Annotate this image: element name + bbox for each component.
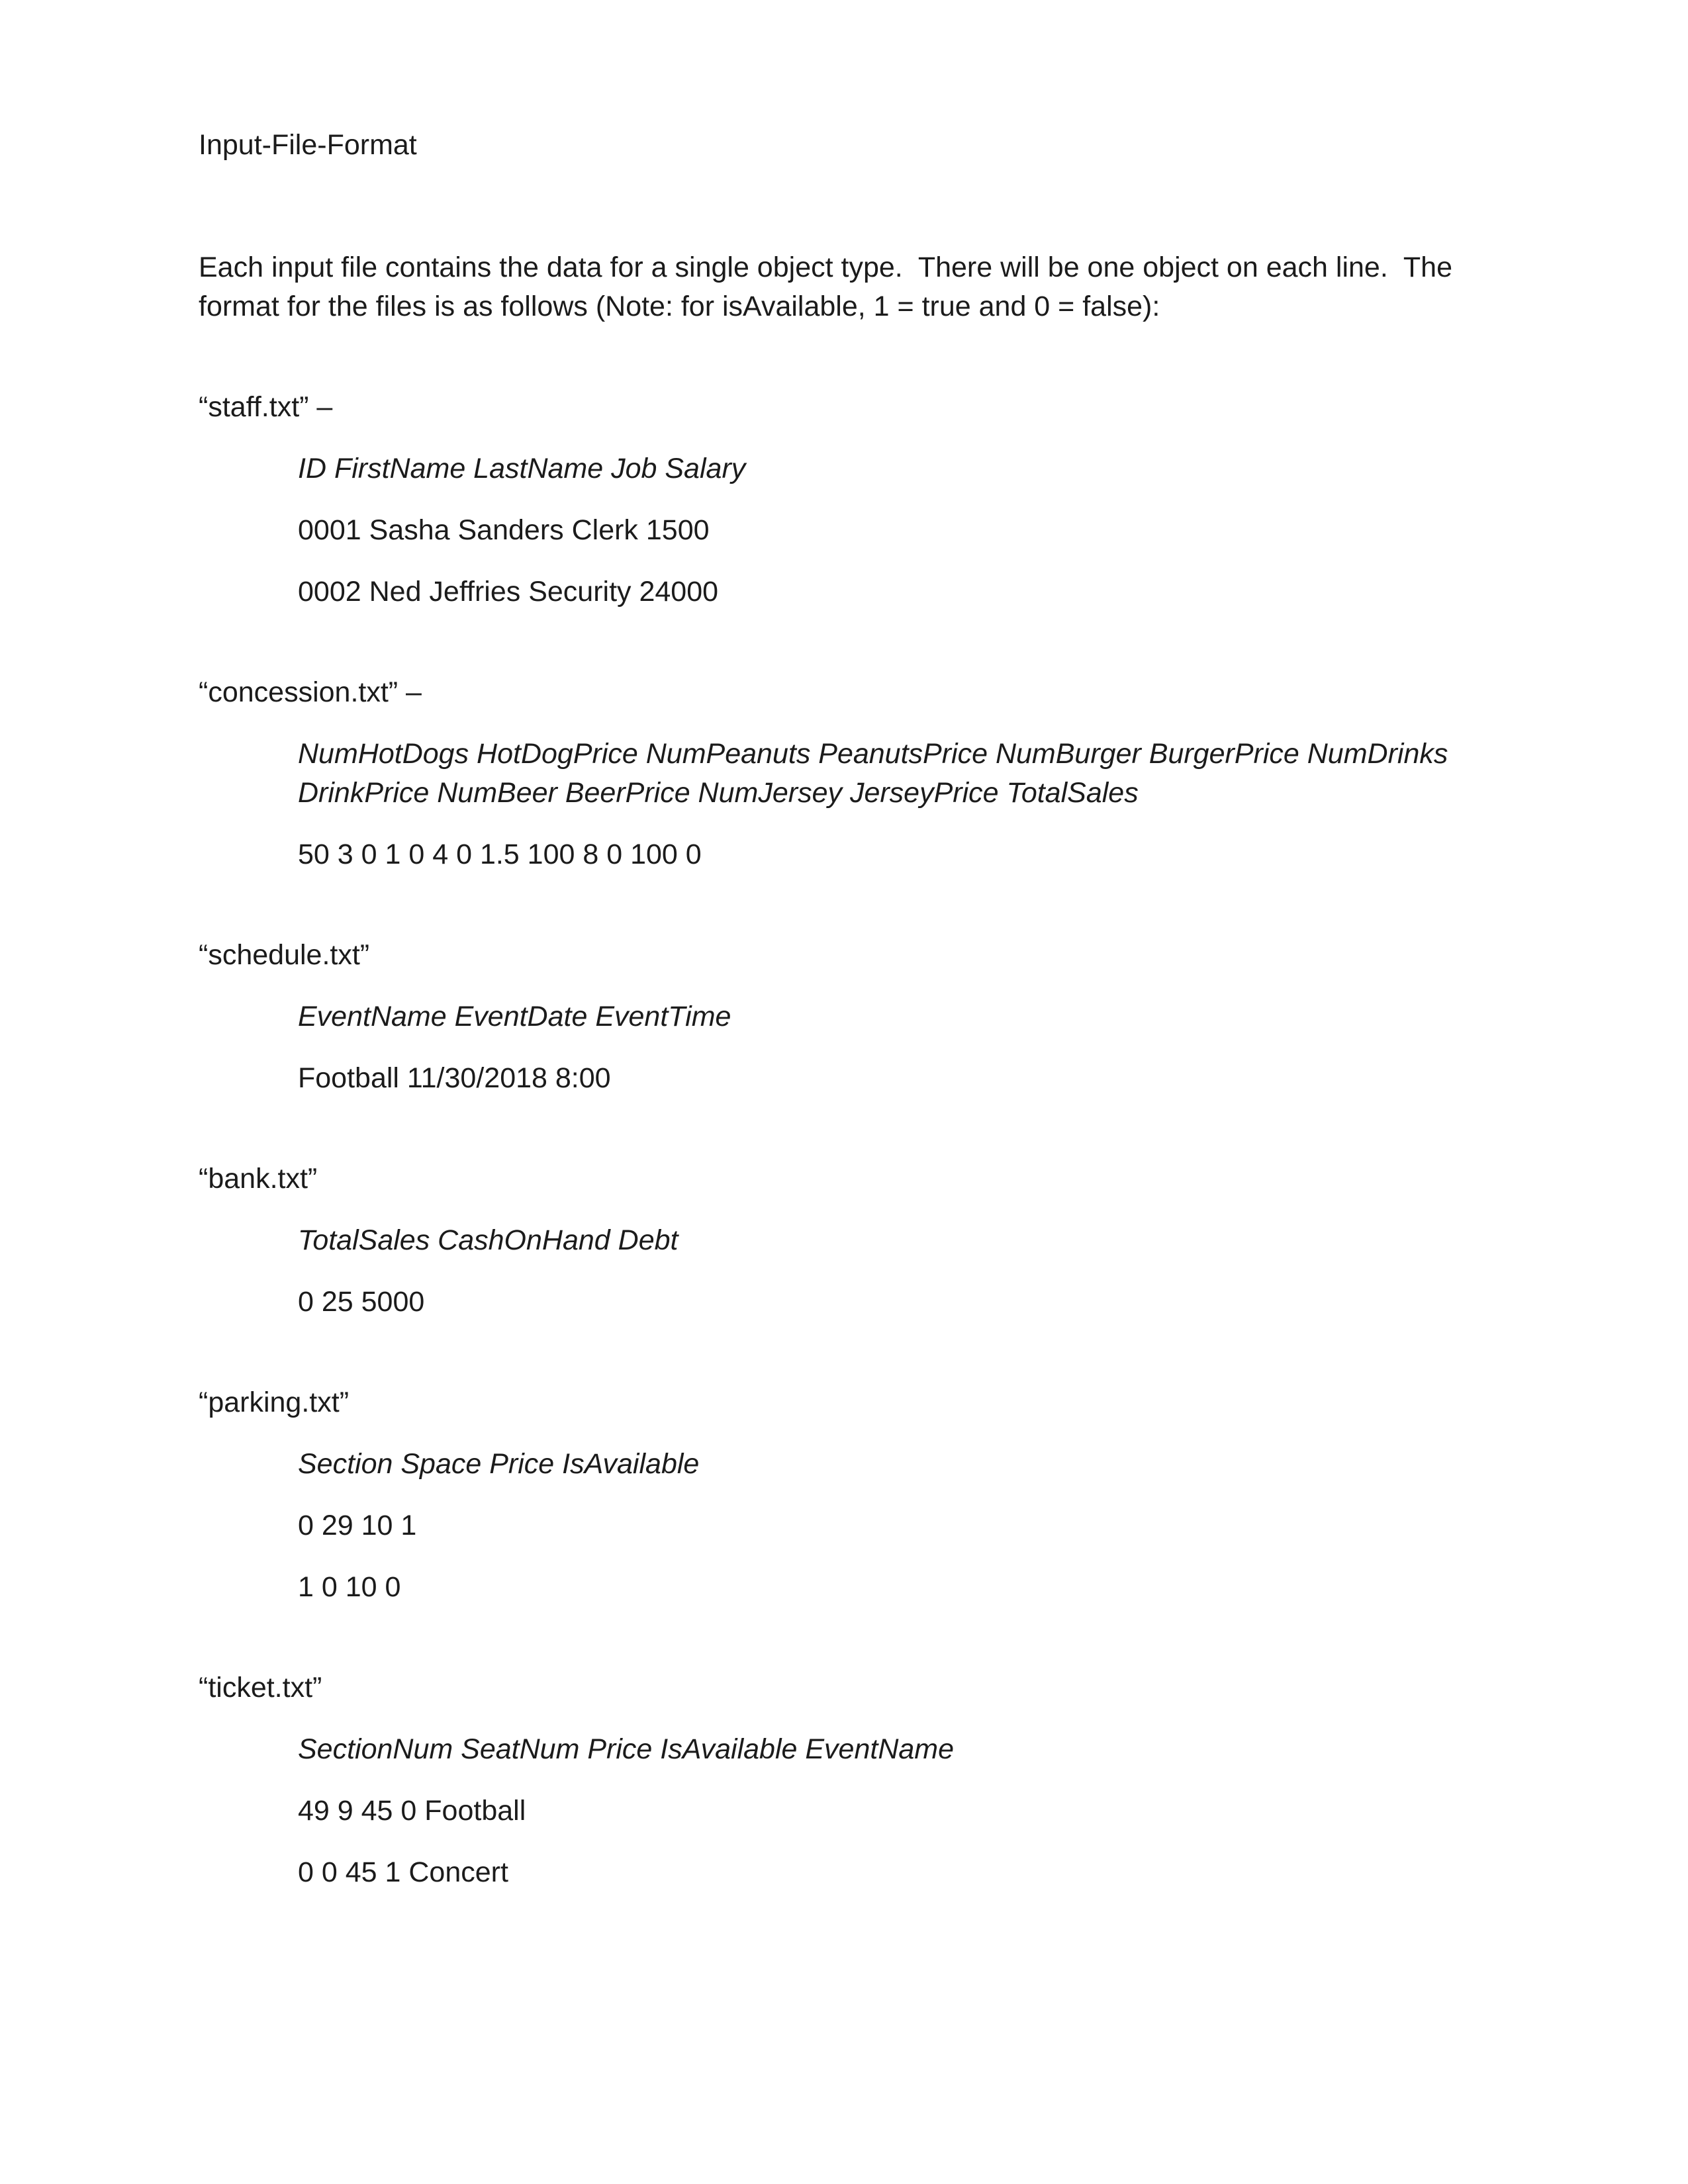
data-line: 1 0 10 0 xyxy=(298,1571,401,1603)
intro-paragraph xyxy=(199,248,1489,326)
file-sections-container xyxy=(199,388,1489,1892)
data-line: 0001 Sasha Sanders Clerk 1500 xyxy=(298,514,710,546)
data-line: 0 25 5000 xyxy=(298,1286,425,1318)
file-section xyxy=(199,388,1489,612)
data-line: 50 3 0 1 0 4 0 1.5 100 8 0 100 0 xyxy=(298,839,702,870)
field-header xyxy=(298,1221,1489,1260)
field-header-line: EventName EventDate EventTime xyxy=(298,1001,731,1032)
intro-line: format for the files is as follows (Note: for isAvailable, 1 = true and 0 = false): xyxy=(199,291,1160,322)
data-line: 0002 Ned Jeffries Security 24000 xyxy=(298,576,719,608)
data-line: 0 0 45 1 Concert xyxy=(298,1856,508,1888)
file-name: “ticket.txt” xyxy=(199,1672,322,1704)
field-header-line: Section Space Price IsAvailable xyxy=(298,1448,700,1480)
field-header-line: NumHotDogs HotDogPrice NumPeanuts PeanutsPrice NumBurger BurgerPrice NumDrinks xyxy=(298,738,1448,770)
field-header-line: TotalSales CashOnHand Debt xyxy=(298,1224,679,1256)
field-header xyxy=(298,449,1489,488)
file-section xyxy=(199,936,1489,1098)
field-header xyxy=(298,1445,1489,1484)
field-header-line: ID FirstName LastName Job Salary xyxy=(298,453,746,484)
field-header-line: SectionNum SeatNum Price IsAvailable EventName xyxy=(298,1733,955,1765)
field-header xyxy=(298,735,1489,813)
file-name: “bank.txt” xyxy=(199,1163,318,1195)
data-line: Football 11/30/2018 8:00 xyxy=(298,1062,611,1094)
field-header xyxy=(298,1730,1489,1769)
field-header-line: DrinkPrice NumBeer BeerPrice NumJersey JerseyPrice TotalSales xyxy=(298,777,1139,809)
data-line: 49 9 45 0 Football xyxy=(298,1795,526,1827)
intro-line: Each input file contains the data for a single object type. There will be one object on each line. The xyxy=(199,251,1452,283)
field-header xyxy=(298,997,1489,1036)
document-title: Input-File-Format xyxy=(199,129,417,161)
file-name: “staff.txt” – xyxy=(199,391,333,423)
file-name: “concession.txt” – xyxy=(199,676,422,708)
file-name: “parking.txt” xyxy=(199,1387,350,1418)
file-section xyxy=(199,1668,1489,1892)
file-section xyxy=(199,673,1489,874)
file-name: “schedule.txt” xyxy=(199,939,370,971)
file-section xyxy=(199,1383,1489,1607)
data-line: 0 29 10 1 xyxy=(298,1510,417,1541)
file-section xyxy=(199,1160,1489,1322)
